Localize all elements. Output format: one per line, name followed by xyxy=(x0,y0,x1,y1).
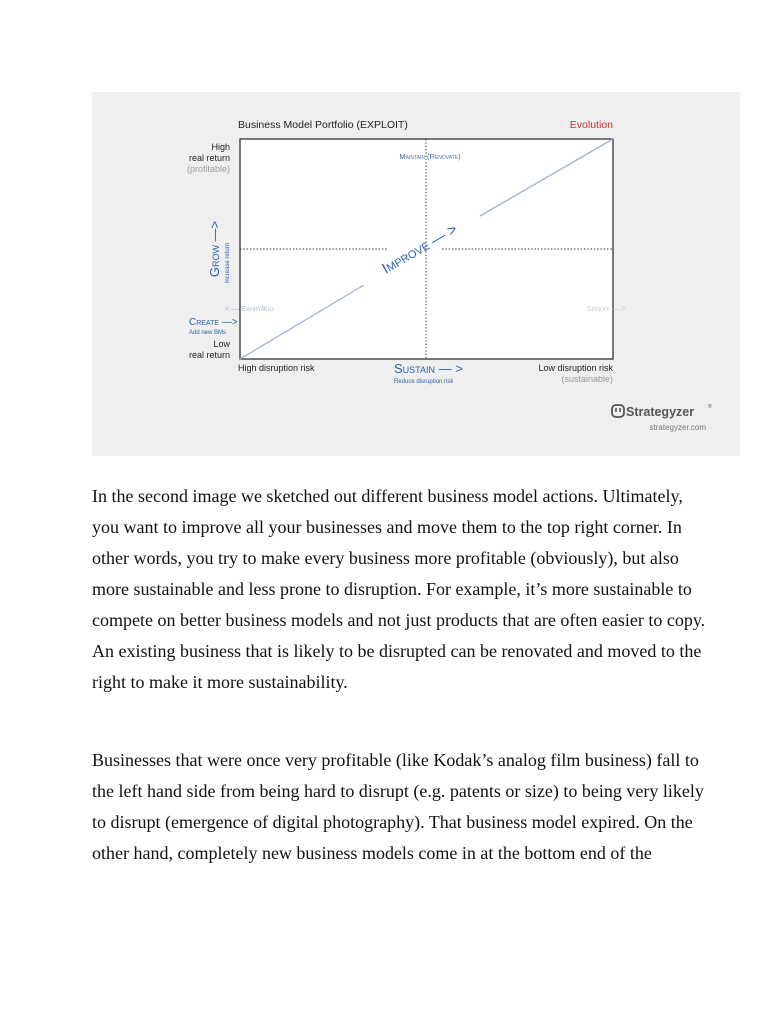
y-low-line1: Low xyxy=(213,339,230,349)
maintain-label: Maintain (Renovate) xyxy=(399,152,461,161)
evolution-label: Evolution xyxy=(569,119,613,131)
sustain-sublabel: Reduce disruption risk xyxy=(394,379,454,385)
portfolio-chart xyxy=(92,92,740,456)
y-high-line1: High xyxy=(211,142,230,152)
x-left-label: High disruption risk xyxy=(238,363,315,373)
diagram-title: Business Model Portfolio (EXPLOIT) xyxy=(238,119,408,131)
paragraph-2: Businesses that were once very profitable (like Kodak’s analog film business) fall to the left hand side from being hard to disrupt (e.g. patents or size) to being very likely to disrupt (emergence of digital photography). That business model expired. On the other hand, completely new business models come in at the bottom end of the xyxy=(92,750,704,863)
portfolio-diagram xyxy=(92,92,740,456)
create-label: Create —> xyxy=(189,317,238,328)
grow-label: Grow —> xyxy=(207,220,222,278)
sustain-label: Sustain — > xyxy=(394,361,463,376)
expiry-label: < — Expiry/Kill xyxy=(225,304,276,313)
y-low-line2: real return xyxy=(188,350,230,360)
y-high-line2: real return xyxy=(188,153,230,163)
spinoff-label: Spinoff — > xyxy=(586,304,626,313)
brand-registered-mark: ® xyxy=(708,404,712,410)
x-right-line1: Low disruption risk xyxy=(538,363,613,373)
brand-url: strategyzer.com xyxy=(649,423,706,432)
y-high-line3: (profitable) xyxy=(186,164,230,174)
paragraph-1: In the second image we sketched out different business model actions. Ultimately, you want to improve all your businesses and move them to the top right corner. In other words, you try to make every business more profitable (obviously), but also more sustainable and less prone to disruption. For example, it’s more sustainable to compete on better business models and not just products that are often easier to copy. An existing business that is likely to be disrupted can be renovated and moved to the right to make it more sustainability. xyxy=(92,486,706,692)
strategyzer-logo-icon xyxy=(612,405,624,417)
create-sublabel: Add new BMs xyxy=(189,330,227,336)
improve-label: Improve — > xyxy=(379,220,461,278)
grow-sublabel: increase return xyxy=(225,242,231,284)
strategyzer-logo xyxy=(612,403,712,432)
x-right-line2: (sustainable) xyxy=(561,374,613,384)
brand-name: Strategyzer xyxy=(626,405,695,419)
